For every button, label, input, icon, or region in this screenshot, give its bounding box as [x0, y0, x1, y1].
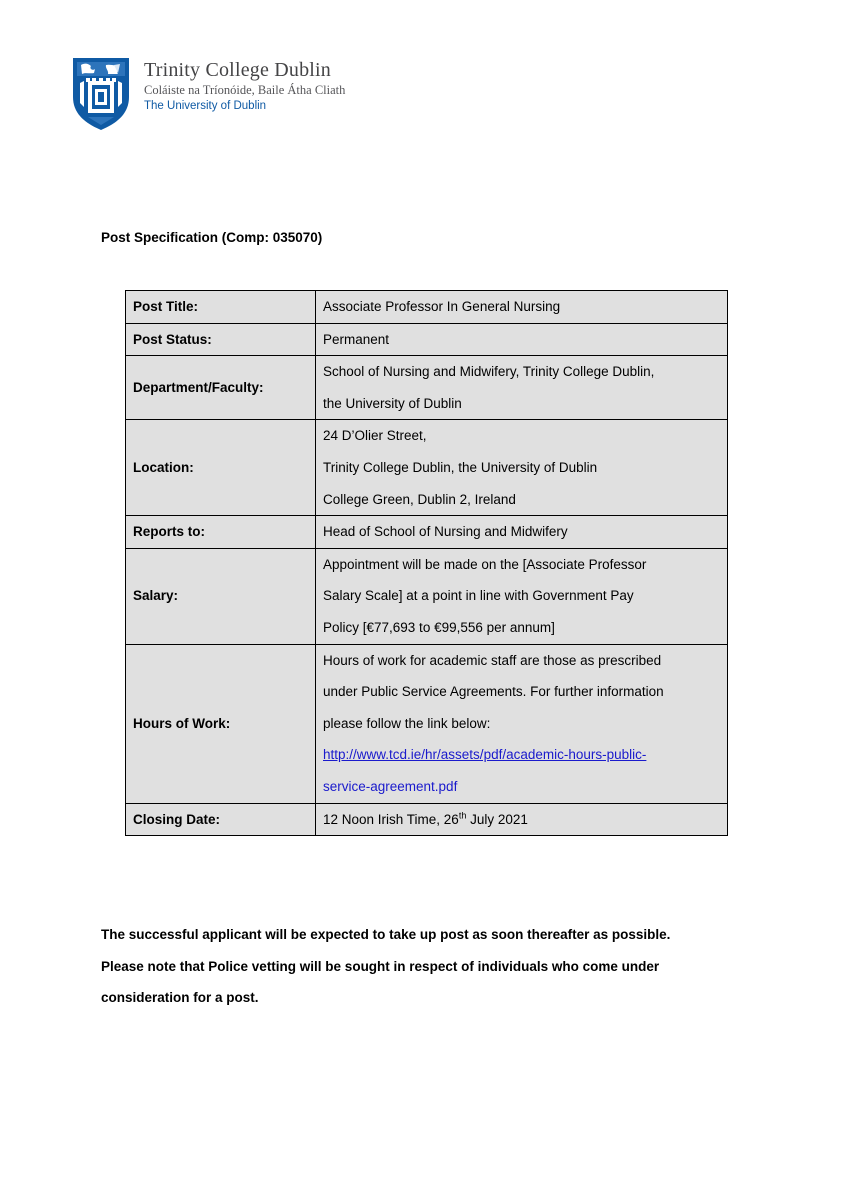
salary-line: Salary Scale] at a point in line with Government Pay: [323, 588, 634, 604]
closing-date-label: Closing Date:: [126, 803, 316, 836]
closing-date-rest: July 2021: [466, 811, 528, 827]
university-name: The University of Dublin: [144, 100, 267, 112]
row-post-status: [126, 323, 728, 356]
location-value: [316, 420, 728, 516]
note-line: The successful applicant will be expected to take up post as soon thereafter as possible.: [101, 927, 671, 942]
closing-date-ordinal: th: [458, 810, 467, 820]
location-line: 24 D’Olier Street,: [323, 428, 427, 444]
row-salary: [126, 548, 728, 644]
institution-irish-name: Coláiste na Tríonóide, Baile Átha Cliath: [144, 83, 346, 97]
post-title-value: Associate Professor In General Nursing: [316, 291, 728, 324]
salary-label: Salary:: [126, 548, 316, 644]
row-location: [126, 420, 728, 516]
salary-line: Policy [€77,693 to €99,556 per annum]: [323, 619, 555, 635]
post-status-value: Permanent: [316, 323, 728, 356]
department-line: School of Nursing and Midwifery, Trinity College Dublin,: [323, 364, 655, 380]
salary-line: Appointment will be made on the [Associate Professor: [323, 556, 647, 572]
location-label: Location:: [126, 420, 316, 516]
location-line: Trinity College Dublin, the University of Dublin: [323, 459, 598, 475]
institution-name: Trinity College Dublin: [144, 59, 332, 81]
salary-value: [316, 548, 728, 644]
academic-hours-link-line[interactable]: http://www.tcd.ie/hr/assets/pdf/academic-hours-public-: [323, 747, 647, 763]
hours-value: [316, 644, 728, 803]
location-line: College Green, Dublin 2, Ireland: [323, 491, 516, 507]
row-closing-date: [126, 803, 728, 836]
post-title-label: Post Title:: [126, 291, 316, 324]
hours-label: Hours of Work:: [126, 644, 316, 803]
department-value: [316, 356, 728, 420]
note-line: Please note that Police vetting will be sought in respect of individuals who come under: [101, 958, 660, 974]
hours-line: under Public Service Agreements. For further information: [323, 684, 664, 700]
post-specification-table: [125, 290, 728, 836]
note-line: consideration for a post.: [101, 990, 259, 1005]
row-reports-to: [126, 516, 728, 549]
hours-line: please follow the link below:: [323, 715, 491, 731]
department-line: the University of Dublin: [323, 395, 462, 411]
row-hours-of-work: [126, 644, 728, 803]
row-department: [126, 356, 728, 420]
tcd-logo: [72, 57, 345, 131]
post-spec-heading: Post Specification (Comp: 035070): [101, 230, 323, 245]
academic-hours-link-line[interactable]: service-agreement.pdf: [323, 778, 458, 794]
reports-to-value: Head of School of Nursing and Midwifery: [316, 516, 728, 549]
department-label: Department/Faculty:: [126, 356, 316, 420]
notes: [101, 919, 670, 1014]
closing-date-prefix: 12 Noon Irish Time, 26: [323, 811, 459, 827]
tcd-crest-icon: [72, 57, 130, 131]
academic-hours-link[interactable]: [323, 739, 720, 794]
reports-to-label: Reports to:: [126, 516, 316, 549]
post-status-label: Post Status:: [126, 323, 316, 356]
closing-date-value: [316, 803, 728, 836]
hours-line: Hours of work for academic staff are those as prescribed: [323, 652, 662, 668]
row-post-title: [126, 291, 728, 324]
logo-text: [144, 58, 345, 114]
